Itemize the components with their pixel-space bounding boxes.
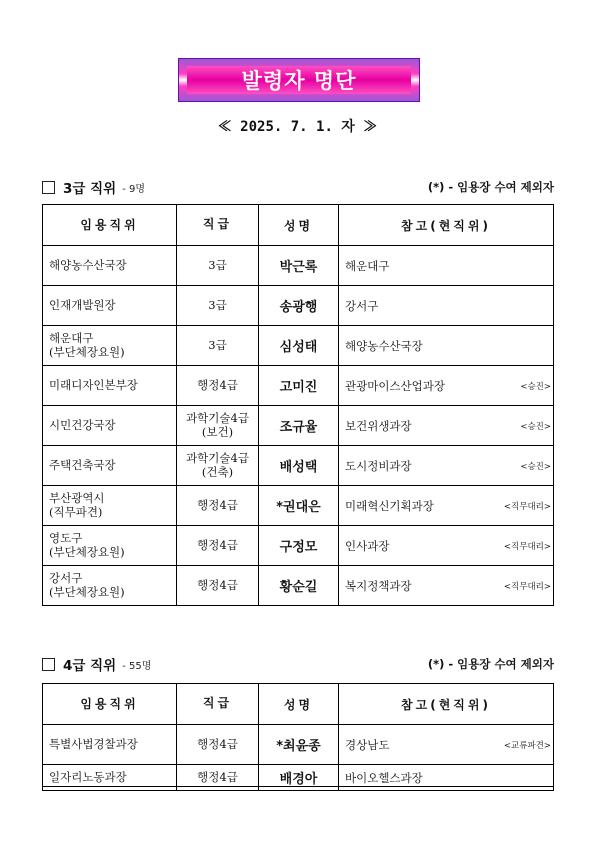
ref-position: 보건위생과장 [345,418,412,433]
cell-name: 구정모 [259,526,339,566]
cell-grade: 3급 [177,286,259,326]
col-header-grade: 직급 [177,684,259,725]
table-row [43,326,554,366]
section-note: (*) - 임용장 수여 제외자 [427,657,554,671]
col-header-ref: 참고(현직위) [339,684,554,725]
cell-grade: 과학기술4급 (건축) [177,446,259,486]
cell-grade: 행정4급 [177,725,259,765]
cell-grade: 행정4급 [177,566,259,606]
page-bottom-rule [42,786,554,787]
cell-position: 일자리노동과장 [43,765,177,791]
table-row [43,246,554,286]
cell-position: 시민건강국장 [43,406,177,446]
col-header-name: 성명 [259,205,339,246]
table-body [43,725,554,791]
ref-position: 해운대구 [345,258,390,273]
ref-position: 도시정비과장 [345,458,412,473]
cell-grade: 행정4급 [177,526,259,566]
cell-name: 고미진 [259,366,339,406]
section-header-grade3 [42,178,554,196]
ref-position: 관광마이스산업과장 [345,378,445,393]
document-title: 발령자 명단 [241,69,357,93]
appointment-table-grade3 [42,204,554,606]
appointment-type-tag: <승진> [520,381,551,392]
col-header-position: 임용직위 [43,684,177,725]
appointment-table-grade4 [42,683,554,791]
section-count: - 9명 [122,183,146,195]
document-title-banner [178,58,420,102]
cell-name: *권대은 [259,486,339,526]
cell-name: 박근록 [259,246,339,286]
checkbox-icon [42,181,55,194]
cell-name: 심성태 [259,326,339,366]
section-header-grade4 [42,655,554,673]
table-row [43,566,554,606]
table-row [43,366,554,406]
ref-position: 경상남도 [345,737,390,752]
col-header-grade: 직급 [177,205,259,246]
cell-name: *최윤종 [259,725,339,765]
cell-ref [339,526,554,566]
table-header-row [43,205,554,246]
cell-ref [339,566,554,606]
cell-position: 해운대구 (부단체장요원) [43,326,177,366]
appointment-type-tag: <직무대리> [503,581,551,592]
cell-position: 주택건축국장 [43,446,177,486]
cell-ref [339,446,554,486]
effective-date: ≪ 2025. 7. 1. 자 ≫ [217,119,378,135]
cell-grade: 3급 [177,246,259,286]
section-title: 4급 직위 [63,658,117,674]
cell-name: 송광행 [259,286,339,326]
ref-position: 미래혁신기획과장 [345,498,434,513]
cell-name: 배경아 [259,765,339,791]
ref-position: 강서구 [345,298,379,313]
cell-ref [339,326,554,366]
cell-grade: 행정4급 [177,765,259,791]
col-header-name: 성명 [259,684,339,725]
table-row [43,446,554,486]
appointment-type-tag: <교류파견> [503,740,551,751]
ref-position: 인사과장 [345,538,390,553]
cell-ref [339,725,554,765]
table-row [43,725,554,765]
cell-name: 조규율 [259,406,339,446]
cell-ref [339,406,554,446]
checkbox-icon [42,658,55,671]
section-note: (*) - 임용장 수여 제외자 [427,180,554,194]
cell-position: 특별사법경찰과장 [43,725,177,765]
cell-grade: 3급 [177,326,259,366]
appointment-type-tag: <승진> [520,421,551,432]
col-header-position: 임용직위 [43,205,177,246]
appointment-type-tag: <직무대리> [503,541,551,552]
cell-name: 황순길 [259,566,339,606]
cell-position: 부산광역시 (직무파견) [43,486,177,526]
section-count: - 55명 [122,660,152,672]
table-row [43,406,554,446]
cell-ref [339,486,554,526]
ref-position: 해양농수산국장 [345,338,423,353]
section-title: 3급 직위 [63,181,117,197]
cell-grade: 행정4급 [177,366,259,406]
appointment-type-tag: <직무대리> [503,501,551,512]
table-row [43,486,554,526]
cell-position: 해양농수산국장 [43,246,177,286]
cell-position: 강서구 (부단체장요원) [43,566,177,606]
ref-position: 바이오헬스과장 [345,770,423,785]
table-row [43,526,554,566]
cell-position: 미래디자인본부장 [43,366,177,406]
cell-ref [339,246,554,286]
cell-ref [339,286,554,326]
cell-position: 영도구 (부단체장요원) [43,526,177,566]
cell-name: 배성택 [259,446,339,486]
cell-grade: 과학기술4급 (보건) [177,406,259,446]
cell-ref [339,366,554,406]
table-body [43,246,554,606]
cell-grade: 행정4급 [177,486,259,526]
table-row [43,286,554,326]
table-header-row [43,684,554,725]
appointment-type-tag: <승진> [520,461,551,472]
ref-position: 복지정책과장 [345,578,412,593]
title-banner-inner [187,66,411,94]
col-header-ref: 참고(현직위) [339,205,554,246]
cell-position: 인재개발원장 [43,286,177,326]
